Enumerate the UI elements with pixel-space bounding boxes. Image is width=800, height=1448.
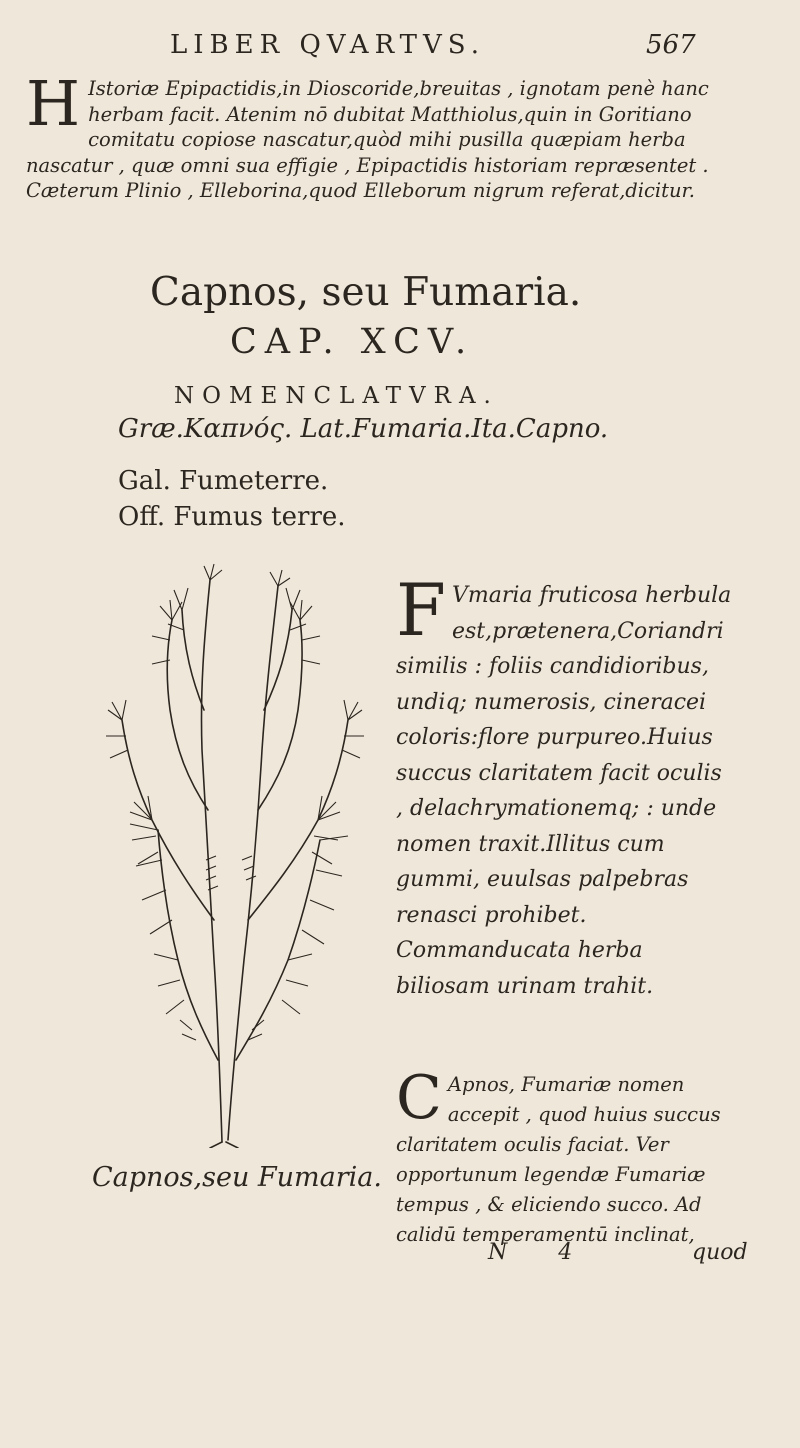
chapter-number: CAP. XCV.: [230, 322, 475, 362]
nomenclature-line: Off. Fumus terre.: [118, 502, 346, 532]
intro-text: Istoriæ Epipactidis,in Dioscoride,breuitas , ignotam penè hanc herbam facit. Atenim nō dubitat Matthiolus,quin in Goritiano comitatu copiose nascatur,quòd mihi pusilla quæpiam herba nascatur , quæ omni sua effigie , Epipactidis historiam repræsentet . Cæterum Plinio , Elleborina,quod Elleborum nigrum referat,dicitur.: [26, 77, 709, 202]
name-note-dropcap: C: [396, 1063, 442, 1133]
name-note-text: Apnos, Fumariæ nomen accepit , quod huius succus claritatem oculis faciat. Ver opportunum legendæ Fumariæ tempus , & eliciendo succo. Ad calidū temperamentū inclinat,: [396, 1073, 721, 1246]
catchword: quod: [692, 1240, 748, 1265]
page-number: 567: [646, 30, 696, 60]
intro-dropcap: H: [26, 67, 81, 140]
chapter-title: Capnos, seu Fumaria.: [150, 270, 582, 315]
signature-mark: N 4: [488, 1240, 595, 1265]
running-head: LIBER QVARTVS.: [170, 30, 485, 60]
description-text: Vmaria fruticosa herbula est,prætenera,Coriandri similis : foliis candidioribus, undiq; numerosis, cineracei coloris:flore purpureo.Huius succus claritatem facit oculis , delachrymationemq; : unde nomen traxit.Illitus cum gummi, euulsas palpebras renasci prohibet. Commanducata herba biliosam urinam trahit.: [396, 583, 732, 999]
intro-paragraph: [26, 67, 748, 204]
nomenclature-line: Græ.Καπνός. Lat.Fumaria.Ita.Capno.: [118, 414, 609, 444]
illustration-caption: Capnos,seu Fumaria.: [92, 1162, 382, 1193]
description-paragraph: [396, 568, 732, 1004]
nomenclature-heading: NOMENCLATVRA.: [174, 383, 499, 409]
nomenclature-line: Gal. Fumeterre.: [118, 466, 329, 496]
fumaria-plant-woodcut-icon: [92, 560, 374, 1148]
name-note-paragraph: [396, 1063, 738, 1250]
description-dropcap: F: [396, 568, 446, 652]
